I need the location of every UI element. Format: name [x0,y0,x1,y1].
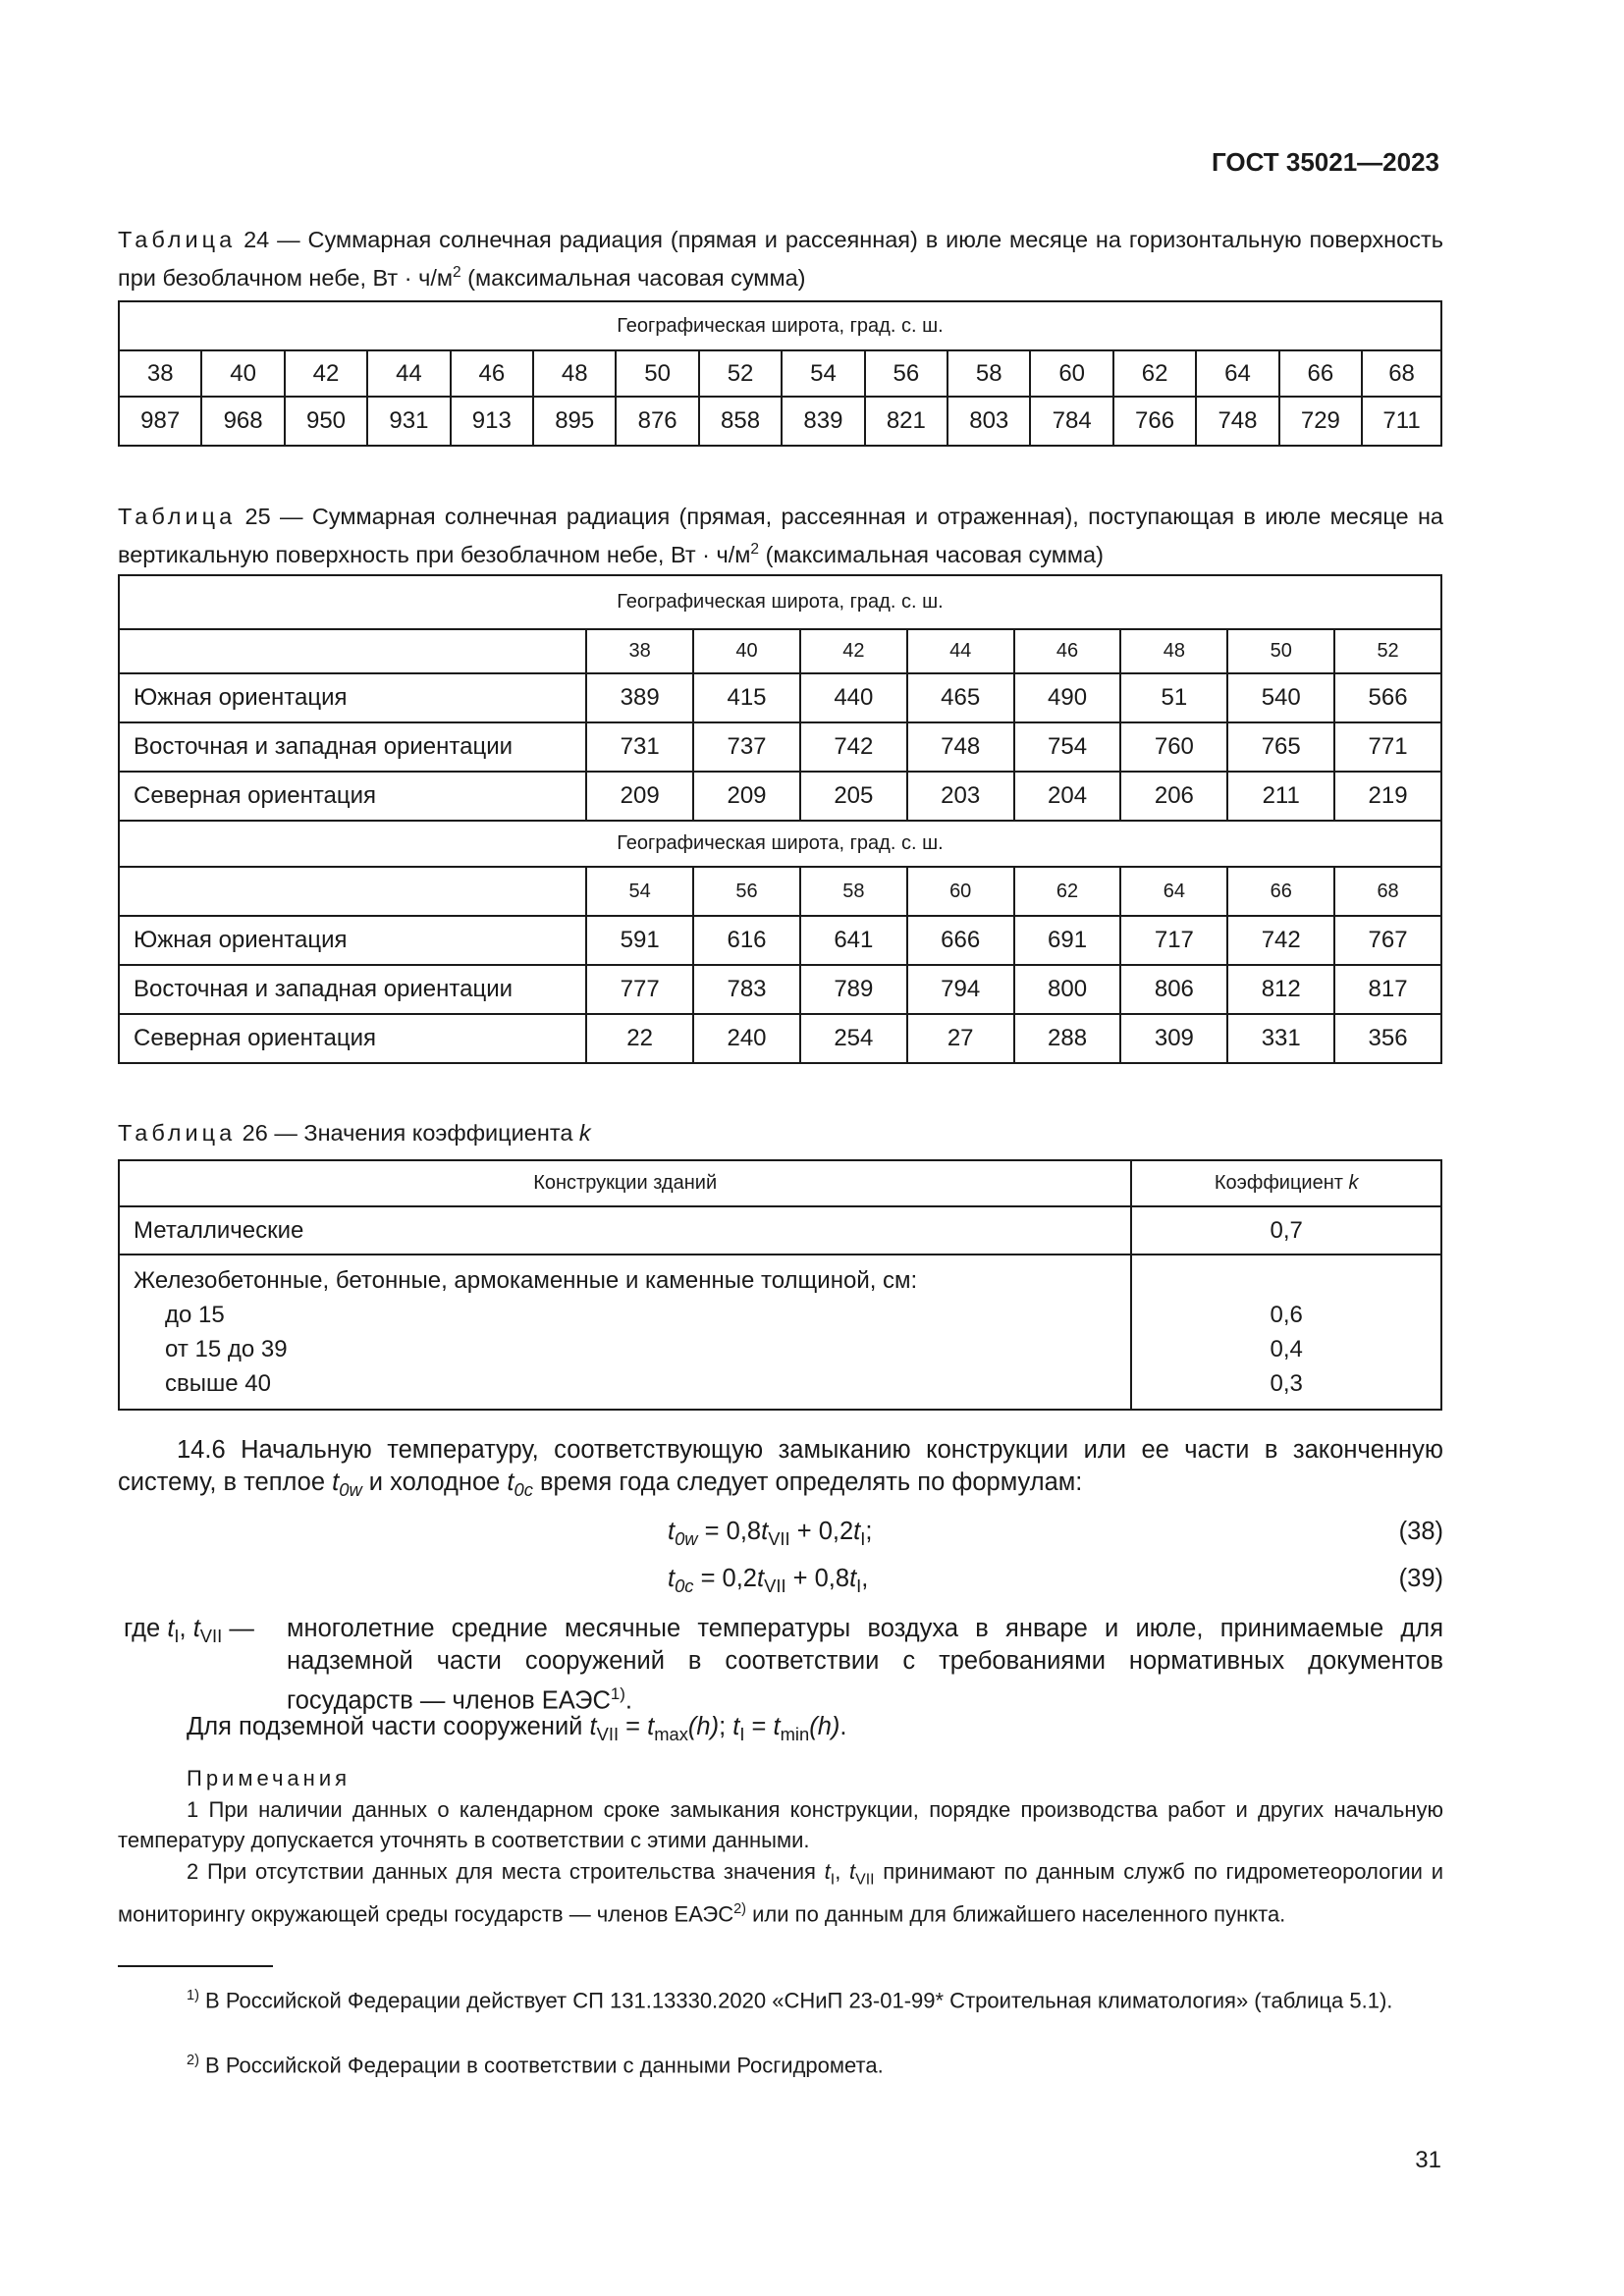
formula-39: $t_{0c} = 0,2t_{VII} + 0,8t_I$, [668,1565,869,1597]
value-cell: 817 [1334,965,1441,1014]
value-cell: 800 [1014,965,1121,1014]
value-cell: 812 [1227,965,1334,1014]
latitude-cell: 44 [367,350,450,397]
value-cell: 389 [586,673,693,722]
value-cell: 465 [907,673,1014,722]
table-25-header: Географическая широта, град. с. ш. [119,575,1441,629]
value-cell: 806 [1120,965,1227,1014]
underground-paragraph: Для подземной части сооружений $t_{VII} = t_{max}(h)$; $t_I = t_{min}(h)$. [187,1713,847,1745]
footnote-separator [118,1965,273,1967]
value-cell: 240 [693,1014,800,1063]
latitude-cell: 42 [800,629,907,673]
empty-cell [119,867,586,916]
value-cell: 987 [119,397,201,446]
footnote-2: $^{2)}$ В Российской Федерации в соответствии с данными Росгидромета. [187,2053,884,2078]
value-cell: 27 [907,1014,1014,1063]
value-cell: 876 [616,397,698,446]
value-cell: 968 [201,397,284,446]
latitude-cell: 52 [699,350,782,397]
empty-cell [119,629,586,673]
value-cell: 209 [693,772,800,821]
latitude-cell: 38 [119,350,201,397]
value-cell: 765 [1227,722,1334,772]
table-25-latitude-row [119,867,1441,916]
table-row [119,722,1441,772]
value-cell: 771 [1334,722,1441,772]
value-cell: 219 [1334,772,1441,821]
table-label: Таблица [118,1120,237,1146]
latitude-cell: 46 [451,350,533,397]
value-cell: 356 [1334,1014,1441,1063]
value-cell: 209 [586,772,693,821]
value-cell: 440 [800,673,907,722]
table-24-value-row [119,397,1441,446]
equation-number-39: (39) [1398,1565,1443,1592]
table-25-header: Географическая широта, град. с. ш. [119,821,1441,867]
value-cell: 0,6 0,4 0,3 [1131,1255,1441,1410]
latitude-cell: 50 [616,350,698,397]
value-cell: 205 [800,772,907,821]
row-label: Металлические [119,1206,1131,1255]
value-cell: 803 [947,397,1030,446]
value-cell: 540 [1227,673,1334,722]
value-cell: 767 [1334,916,1441,965]
latitude-cell: 62 [1113,350,1196,397]
value-cell: 754 [1014,722,1121,772]
value-cell: 839 [782,397,864,446]
value-cell: 794 [907,965,1014,1014]
latitude-cell: 38 [586,629,693,673]
value-cell: 254 [800,1014,907,1063]
table-row [119,673,1441,722]
row-label: Железобетонные, бетонные, армокаменные и каменные толщиной, см: до 15 от 15 до 39 свыше 40 [119,1255,1131,1410]
latitude-cell: 44 [907,629,1014,673]
latitude-cell: 48 [533,350,616,397]
latitude-cell: 58 [800,867,907,916]
equation-number-38: (38) [1398,1518,1443,1545]
value-cell: 490 [1014,673,1121,722]
document-id: ГОСТ 35021—2023 [1212,147,1439,177]
latitude-cell: 46 [1014,629,1121,673]
latitude-cell: 60 [1030,350,1112,397]
table-row [119,772,1441,821]
value-cell: 309 [1120,1014,1227,1063]
formula-38: $t_{0w} = 0,8t_{VII} + 0,2t_I$; [668,1518,873,1550]
value-cell: 913 [451,397,533,446]
value-cell: 931 [367,397,450,446]
value-cell: 729 [1279,397,1362,446]
value-cell: 203 [907,772,1014,821]
value-cell: 22 [586,1014,693,1063]
table-label: Таблица [118,227,237,252]
note-1: 1 При наличии данных о календарном сроке замыкания конструкции, порядке производства работ и других начальную температуру допускается уточнять в соответствии с этими данными. [118,1797,1443,1852]
row-label: Восточная и западная ориентации [119,722,586,772]
value-cell: 737 [693,722,800,772]
page-number: 31 [1415,2147,1441,2173]
latitude-cell: 56 [693,867,800,916]
value-cell: 691 [1014,916,1121,965]
row-label: Южная ориентация [119,673,586,722]
table-24-caption: Таблица 24 — Суммарная солнечная радиация (прямая и рассеянная) в июле месяце на горизонтальную поверхность при безоблачном небе, Вт · $ч/м^2$ (максимальная часовая сумма) [118,227,1443,291]
value-cell: 711 [1362,397,1441,446]
table-26-caption: Таблица 26 — Значения коэффициента k [118,1120,591,1146]
column-header-coefficient: Коэффициент k [1131,1160,1441,1206]
paragraph-14-6: 14.6 Начальную температуру, соответствующую замыканию конструкции или ее части в законченную систему, в теплое $t_{0w}$ и холодное $t_{0c}$ время года следует определять по формулам: [118,1436,1443,1501]
row-label: Северная ориентация [119,1014,586,1063]
table-24-latitude-row [119,350,1441,397]
latitude-cell: 62 [1014,867,1121,916]
row-label: Южная ориентация [119,916,586,965]
latitude-cell: 40 [693,629,800,673]
latitude-cell: 64 [1120,867,1227,916]
table-24 [118,300,1442,447]
value-cell: 331 [1227,1014,1334,1063]
table-row [119,916,1441,965]
value-cell: 895 [533,397,616,446]
value-cell: 288 [1014,1014,1121,1063]
value-cell: 206 [1120,772,1227,821]
table-label: Таблица [118,504,237,529]
value-cell: 760 [1120,722,1227,772]
where-definition: многолетние средние месячные температуры воздуха в январе и июле, принимаемые для надземной части сооружений в соответствии с требованиями нормативных документов государств — членов ЕАЭС$^{1)}$. [287,1615,1443,1715]
latitude-cell: 60 [907,867,1014,916]
latitude-cell: 58 [947,350,1030,397]
value-cell: 0,7 [1131,1206,1441,1255]
value-cell: 748 [1196,397,1278,446]
footnote-1: $^{1)}$ В Российской Федерации действует СП 131.13330.2020 «СНиП 23-01-99* Строительная климатология» (таблица 5.1). [187,1988,1393,2013]
latitude-cell: 50 [1227,629,1334,673]
value-cell: 789 [800,965,907,1014]
sub-item: от 15 до 39 [165,1336,288,1362]
table-25-latitude-row [119,629,1441,673]
row-label: Северная ориентация [119,772,586,821]
value-cell: 742 [1227,916,1334,965]
value-cell: 51 [1120,673,1227,722]
table-25 [118,574,1442,1064]
table-row [119,1255,1441,1410]
value-cell: 742 [800,722,907,772]
table-row [119,1014,1441,1063]
latitude-cell: 64 [1196,350,1278,397]
value-cell: 566 [1334,673,1441,722]
value-cell: 731 [586,722,693,772]
table-25-caption: Таблица 25 — Суммарная солнечная радиация (прямая, рассеянная и отраженная), поступающая в июле месяце на вертикальную поверхность при безоблачном небе, Вт · $ч/м^2$ (максимальная часовая сумма) [118,504,1443,567]
value-cell: 950 [285,397,367,446]
value-cell: 616 [693,916,800,965]
latitude-cell: 68 [1362,350,1441,397]
where-label: где $t_I$, $t_{VII}$ — [124,1615,254,1647]
latitude-cell: 48 [1120,629,1227,673]
value-cell: 821 [865,397,947,446]
value-cell: 591 [586,916,693,965]
value-cell: 858 [699,397,782,446]
row-label: Восточная и западная ориентации [119,965,586,1014]
latitude-cell: 56 [865,350,947,397]
latitude-cell: 40 [201,350,284,397]
latitude-cell: 52 [1334,629,1441,673]
value-cell: 641 [800,916,907,965]
table-row [119,1206,1441,1255]
table-24-header: Географическая широта, град. с. ш. [119,301,1441,350]
table-26 [118,1159,1442,1411]
value-cell: 211 [1227,772,1334,821]
value-cell: 784 [1030,397,1112,446]
value-cell: 717 [1120,916,1227,965]
latitude-cell: 54 [586,867,693,916]
note-2: 2 При отсутствии данных для места строительства значения $t_I$, $t_{VII}$ принимают по данным служб по гидрометеорологии и мониторингу окружающей среды государств — членов ЕАЭС$^{2)}$ или по данным для ближайшего населенного пункта. [118,1859,1443,1927]
value-cell: 415 [693,673,800,722]
value-cell: 783 [693,965,800,1014]
value-cell: 766 [1113,397,1196,446]
latitude-cell: 54 [782,350,864,397]
table-row [119,965,1441,1014]
latitude-cell: 68 [1334,867,1441,916]
latitude-cell: 66 [1227,867,1334,916]
latitude-cell: 42 [285,350,367,397]
value-cell: 666 [907,916,1014,965]
column-header-constructions: Конструкции зданий [119,1160,1131,1206]
sub-item: свыше 40 [165,1370,271,1397]
notes-title: Примечания [187,1766,352,1790]
latitude-cell: 66 [1279,350,1362,397]
sub-item: до 15 [165,1302,225,1328]
value-cell: 777 [586,965,693,1014]
value-cell: 748 [907,722,1014,772]
value-cell: 204 [1014,772,1121,821]
